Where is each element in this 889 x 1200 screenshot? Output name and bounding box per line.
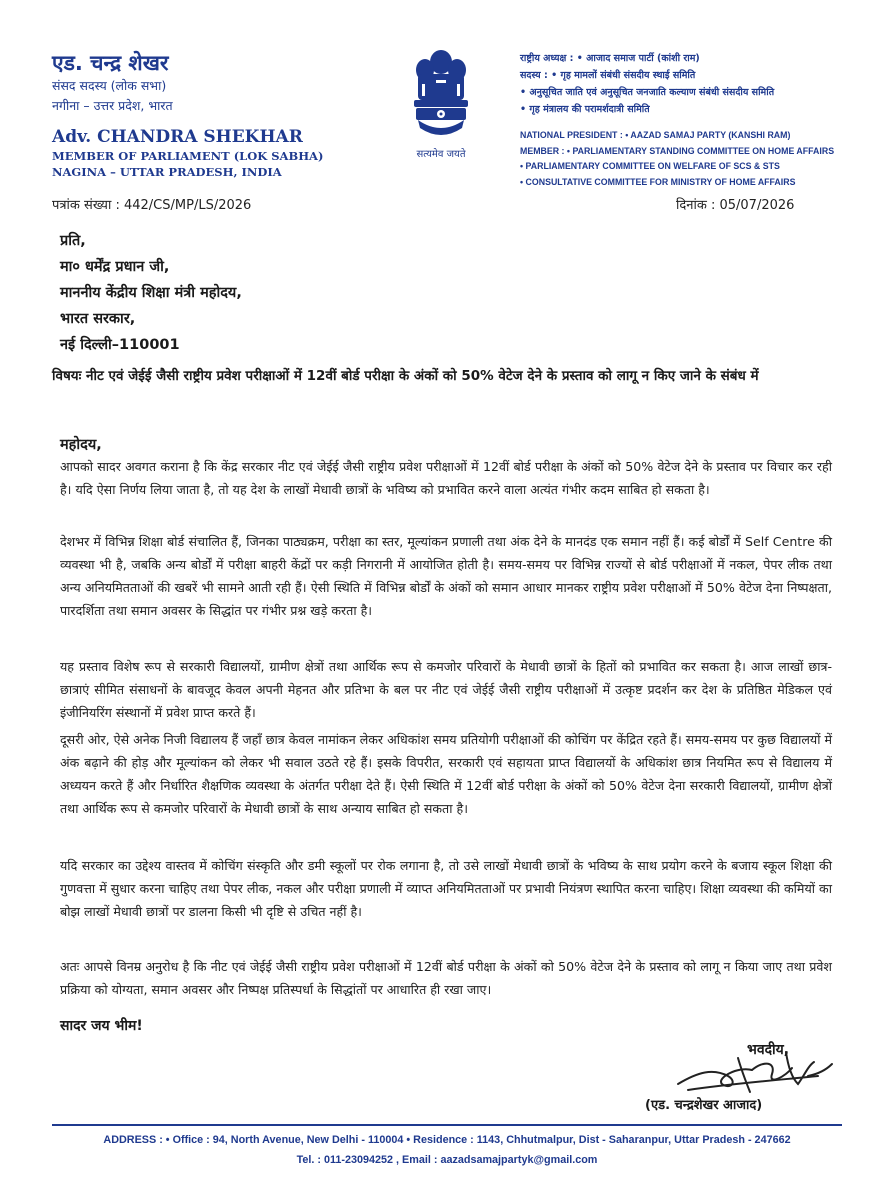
letterhead-left [52, 50, 323, 180]
hindi-name: एड. चन्द्र शेखर [52, 51, 169, 75]
body-paragraph: यह प्रस्ताव विशेष रूप से सरकारी विद्यालयों, ग्रामीण क्षेत्रों तथा आर्थिक रूप से कमजोर परिवारों के मेधावी छात्रों के हितों को प्रभावित कर सकता है। आज लाखों छात्र-छात्राएं सीमित संसाधनों के बावजूद केवल अपनी मेहनत और प्रतिभा के बल पर नीट एवं जेईई जैसी राष्ट्रीय परीक्षाओं में उत्कृष्ट प्रदर्शन कर देश के प्रतिष्ठित मेडिकल एवं इंजीनियरिंग संस्थानों में प्रवेश प्राप्त करते हैं। [60, 659, 832, 720]
closing-greeting: सादर जय भीम! [60, 1018, 143, 1034]
footer-address: ADDRESS : • Office : 94, North Avenue, New Delhi - 110004 • Residence : 1143, Chhutmalpur, Dist - Saharanpur, Uttar Pradesh - 247662 [103, 1134, 791, 1146]
hindi-title: संसद सदस्य (लोक सभा) [52, 78, 167, 93]
body-paragraph: देशभर में विभिन्न शिक्षा बोर्ड संचालित हैं, जिनका पाठ्यक्रम, परीक्षा का स्तर, मूल्यांकन प्रणाली तथा अंक देने के मानदंड एक समान नहीं हैं। कई बोर्डों में Self Centre की व्यवस्था भी है, जबकि अन्य बोर्डों में परीक्षा बाहरी केंद्रों पर कड़ी निगरानी में आयोजित होती है। समय-समय पर विभिन्न राज्यों से बोर्ड परीक्षाओं में नकल, पेपर लीक तथा अन्य अनियमितताओं की खबरें भी सामने आती रही हैं। ऐसी स्थिति में विभिन्न बोर्डों के अंकों को समान आधार मानकर राष्ट्रीय प्रवेश परीक्षाओं में 50% वेटेज देना निष्पक्षता, पारदर्शिता तथा समान अवसर के सिद्धांत पर गंभीर प्रश्न खड़े करता है। [60, 534, 832, 618]
addressee-line: नई दिल्ली–110001 [60, 337, 180, 353]
footer-divider [52, 1124, 842, 1126]
body-paragraph: यदि सरकार का उद्देश्य वास्तव में कोचिंग संस्कृति और डमी स्कूलों पर रोक लगाना है, तो उसे लाखों मेधावी छात्रों के भविष्य के साथ प्रयोग करने के बजाय स्कूल शिक्षा की गुणवत्ता में सुधार करना चाहिए तथा पेपर लीक, नकल और परीक्षा प्रणाली में व्याप्त अनियमितताओं पर प्रभावी नियंत्रण स्थापित करना चाहिए। शिक्षा व्यवस्था की कमियों का बोझ लाखों मेधावी छात्रों पर डालना किसी भी दृष्टि से उचित नहीं है। [60, 858, 832, 919]
english-constituency: NAGINA – UTTAR PRADESH, INDIA [52, 165, 282, 179]
lion-capital-icon [406, 44, 476, 144]
footer-contact: Tel. : 011-23094252 , Email : aazadsamajpartyk@gmail.com [296, 1154, 598, 1166]
role-hindi-2: सदस्य : • गृह मामलों संबंधी संसदीय स्थाई समिति [520, 70, 696, 81]
letterhead-right [520, 50, 880, 190]
english-title: MEMBER OF PARLIAMENT (LOK SABHA) [52, 149, 324, 163]
role-hindi-1: राष्ट्रीय अध्यक्ष : • आजाद समाज पार्टी (कांशी राम) [520, 53, 700, 64]
role-english-1: NATIONAL PRESIDENT : • AAZAD SAMAJ PARTY (KANSHI RAM) [520, 130, 791, 140]
addressee-block [60, 228, 242, 358]
reference-number: पत्रांक संख्या : 442/CS/MP/LS/2026 [52, 198, 252, 213]
letter-date: दिनांक : 05/07/2026 [676, 198, 795, 213]
role-english-4: • CONSULTATIVE COMMITTEE FOR MINISTRY OF HOME AFFAIRS [520, 176, 796, 187]
emblem-motto: सत्यमेव जयते [416, 149, 466, 160]
role-english-2: MEMBER : • PARLIAMENTARY STANDING COMMITTEE ON HOME AFFAIRS [520, 145, 835, 156]
role-english-3: • PARLIAMENTARY COMMITTEE ON WELFARE OF SCS & STS [520, 161, 780, 171]
addressee-line: भारत सरकार, [60, 311, 136, 327]
role-hindi-3: • अनुसूचित जाति एवं अनुसूचित जनजाति कल्याण संबंधी संसदीय समिति [520, 87, 775, 98]
salutation: महोदय, [60, 437, 102, 453]
subject-line: विषयः नीट एवं जेईई जैसी राष्ट्रीय प्रवेश परीक्षाओं में 12वीं बोर्ड परीक्षा के अंकों को 50% वेटेज देने के प्रस्ताव को लागू न किए जाने के संबंध में [52, 368, 759, 384]
valediction: भवदीय, [747, 1042, 790, 1058]
english-name: Adv. CHANDRA SHEKHAR [52, 127, 303, 147]
body-paragraph: दूसरी ओर, ऐसे अनेक निजी विद्यालय हैं जहाँ छात्र केवल नामांकन लेकर अधिकांश समय प्रतियोगी परीक्षाओं की कोचिंग पर केंद्रित रहते हैं। समय-समय पर कुछ विद्यालयों में अंक बढ़ाने की होड़ और मूल्यांकन को लेकर भी सवाल उठते रहे हैं। इसके विपरीत, सरकारी एवं सहायता प्राप्त विद्यालयों के अधिकांश छात्र नियमित रूप से विद्यालय में अध्ययन करते हैं और निर्धारित शैक्षणिक व्यवस्था के अंतर्गत परीक्षा देते हैं। ऐसी स्थिति में 12वीं बोर्ड परीक्षा के अंकों को 50% वेटेज देना सरकारी विद्यालयों, ग्रामीण क्षेत्रों तथा आर्थिक रूप से कमजोर परिवारों के मेधावी छात्रों के साथ अन्याय साबित हो सकता है। [60, 732, 832, 816]
signer-name: (एड. चन्द्रशेखर आजाद) [645, 1098, 763, 1113]
role-hindi-4: • गृह मंत्रालय की परामर्शदात्री समिति [520, 104, 650, 115]
body-paragraph: आपको सादर अवगत कराना है कि केंद्र सरकार नीट एवं जेईई जैसी राष्ट्रीय प्रवेश परीक्षाओं में 12वीं बोर्ड परीक्षा के अंकों को 50% वेटेज देने के प्रस्ताव पर विचार कर रही है। यदि ऐसा निर्णय लिया जाता है, तो यह देश के लाखों मेधावी छात्रों के भविष्य को प्रभावित करने वाला अत्यंत गंभीर कदम साबित हो सकता है। [60, 459, 832, 497]
hindi-constituency: नगीना – उत्तर प्रदेश, भारत [52, 98, 173, 113]
addressee-line: माननीय केंद्रीय शिक्षा मंत्री महोदय, [60, 285, 242, 301]
national-emblem [396, 44, 486, 160]
addressee-line: मा० धर्मेंद्र प्रधान जी, [60, 259, 170, 275]
body-paragraph: अतः आपसे विनम्र अनुरोध है कि नीट एवं जेईई जैसी राष्ट्रीय प्रवेश परीक्षाओं में 12वीं बोर्ड परीक्षा के अंकों को 50% वेटेज देने के प्रस्ताव को लागू न किया जाए तथा प्रवेश प्रक्रिया को योग्यता, समान अवसर और निष्पक्ष प्रतिस्पर्धा के सिद्धांतों पर आधारित ही रखा जाए। [60, 959, 832, 997]
addressee-line: प्रति, [60, 233, 86, 249]
